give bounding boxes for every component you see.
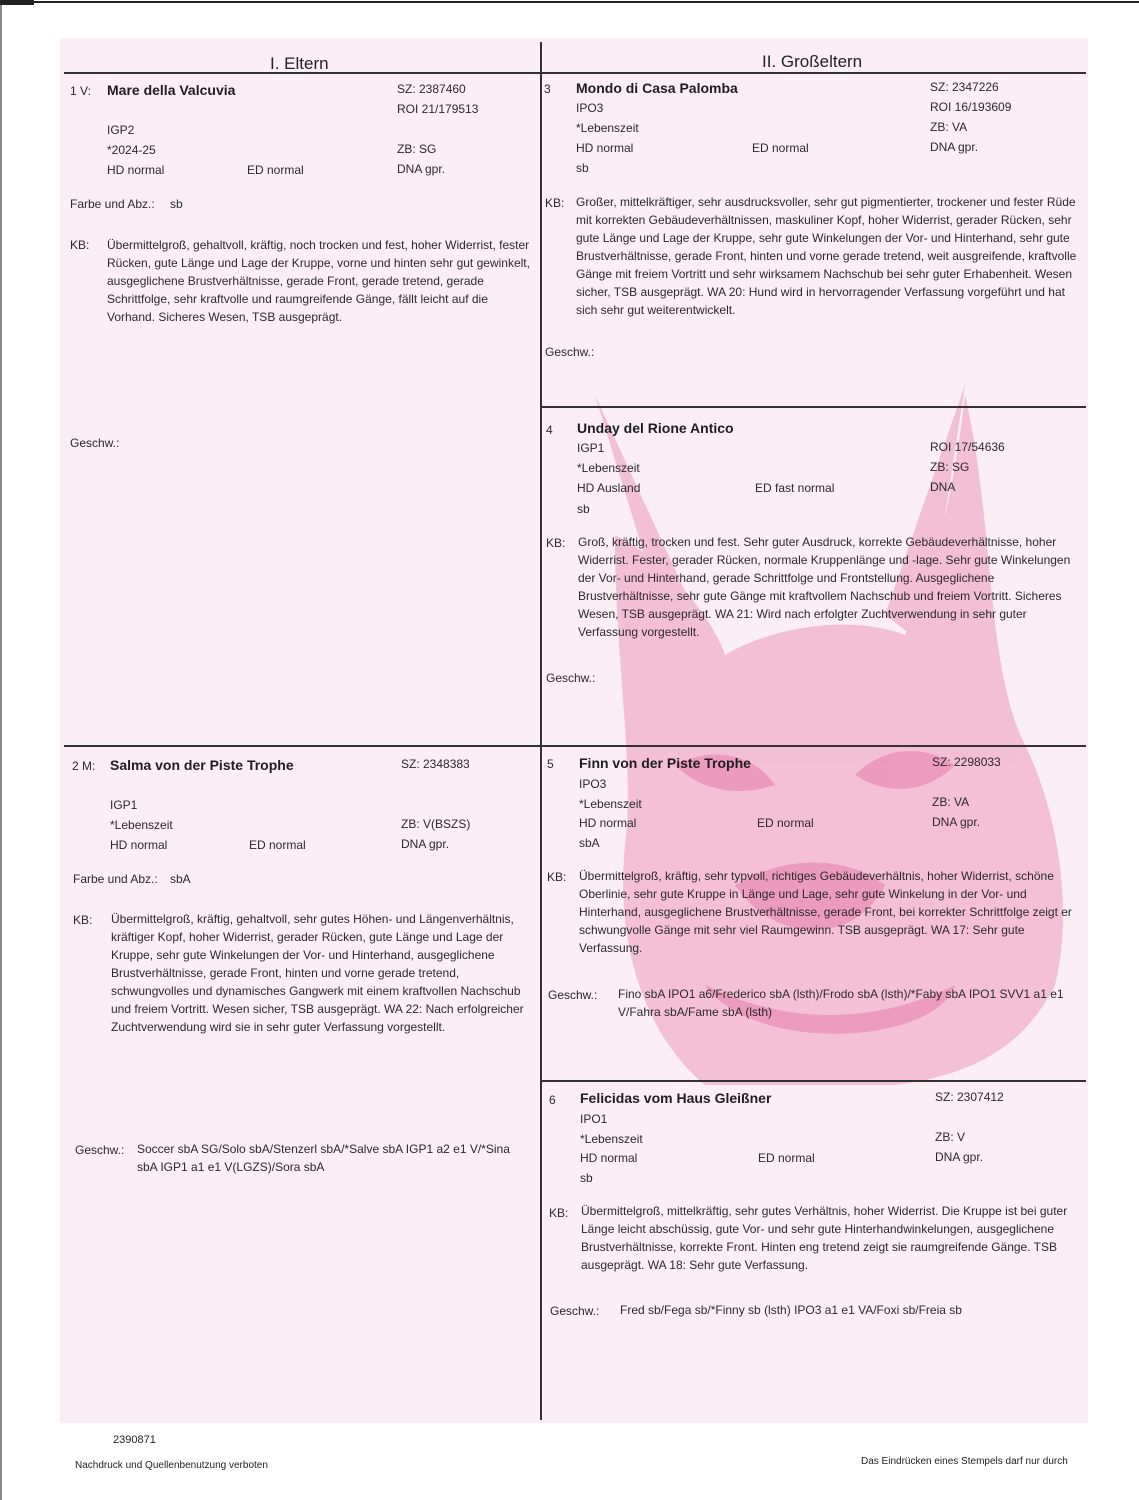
kb-text: Übermittelgroß, kräftig, gehaltvoll, sehr gutes Höhen- und Längenverhältnis, kräftiger Kopf, hoher Widerrist, gerader Rücken, gute Länge und Lage der Kruppe, sehr gute Winkelungen der Vor- und Hinterhand, ausgeglichene Brustverhältnisse, gerade Front, hinten und vorne gerade tretend, schwungvolles und dynamisches Gangwerk mit einem kraftvollen Nachschub und freiem Vortritt. Wesen sicher, TSB ausgeprägt. WA 22: Nach erfolgreicher Zuchtverwendung wird sie in sehr guter Verfassung vorgestellt.: [111, 912, 524, 1034]
dog-name: Finn von der Piste Trophe: [579, 755, 751, 771]
lifetime: *Lebenszeit: [576, 121, 639, 135]
geschw-label: Geschw.:: [545, 345, 595, 359]
sz-number: SZ: 2387460: [397, 82, 466, 96]
sz-number: SZ: 2298033: [932, 755, 1001, 769]
dna-status: DNA gpr.: [935, 1150, 984, 1164]
kb-text: Übermittelgroß, gehaltvoll, kräftig, noch trocken und fest, hoher Widerrist, fester Rücken, gute Länge und Lage der Kruppe, vorne und hinten sehr gut gewinkelt, ausgeglichene Brustverhältnisse, gerade Front, gerade tretend, gerade Schrittfolge, sehr kraftvolle und raumgreifende Gänge, fällt leicht auf die Vorhand. Sicheres Wesen, TSB ausgeprägt.: [107, 238, 530, 324]
kb-label: KB:: [549, 1206, 569, 1220]
footer-left-note: Nachdruck und Quellenbenutzung verboten: [75, 1460, 268, 1471]
lifetime: *Lebenszeit: [577, 461, 640, 475]
zb-rating: ZB: V(BSZS): [401, 817, 471, 831]
dog-name: Mondo di Casa Palomba: [576, 80, 738, 96]
lifetime: *Lebenszeit: [110, 818, 173, 832]
ed-status: ED fast normal: [755, 481, 835, 495]
dog-name: Mare della Valcuvia: [107, 82, 236, 98]
divider-sire-dam: [64, 745, 1086, 747]
geschw-label: Geschw.:: [548, 988, 598, 1002]
kb-text: Übermittelgroß, mittelkräftig, sehr gutes Verhältnis, hoher Widerrist. Die Kruppe ist bei guter Länge leicht abschüssig, gute Vor- und sehr gute Hinterhandwinkelungen, ausgeglichene Brustverhältnisse, korrekte Front. Hinten eng tretend zeigt sie raumgreifende Gänge. TSB ausgeprägt. WA 18: Sehr gute Verfassung.: [581, 1204, 1068, 1272]
entry-number: 1 V:: [70, 84, 91, 98]
entry-number: 4: [546, 423, 553, 437]
geschw-label: Geschw.:: [75, 1143, 125, 1157]
kb-text: Großer, mittelkräftiger, sehr ausdrucksvoller, sehr gut pigmentierter, trockener und fester Rüde mit korrekten Gebäudeverhältnissen, maskuliner Kopf, hoher Widerrist, gerader Rücken, sehr gute Länge und Lage der Kruppe, sehr gute Winkelungen der Vor- und Hinterhand, sehr gute Brustverhältnisse, gerade Front, hinten und vorne gerade tretend, weit ausgreifende, kraftvolle Gänge mit freiem Vortritt und sehr wirksamem Nachschub bei sehr guter Erhabenheit. Wesen sicher, TSB ausgeprägt. WA 20: Hund wird in hervorragender Verfassung vorgeführt und hat sich sehr gut weiterentwickelt.: [576, 195, 1077, 317]
zb-rating: ZB: VA: [930, 120, 968, 134]
entry-number: 3: [544, 82, 551, 96]
zb-rating: ZB: V: [935, 1130, 966, 1144]
title: IGP1: [577, 441, 605, 455]
page-left-edge: [0, 0, 2, 1500]
entry-number: 6: [549, 1093, 556, 1107]
lifetime: *Lebenszeit: [579, 797, 642, 811]
dna-status: DNA gpr.: [397, 162, 446, 176]
dog-name: Salma von der Piste Trophe: [110, 757, 294, 773]
color-value: sb: [576, 161, 589, 175]
header-grandparents: II. Großeltern: [762, 52, 863, 71]
dna-status: DNA gpr.: [932, 815, 981, 829]
entry-number: 5: [547, 757, 554, 771]
ed-status: ED normal: [757, 816, 814, 830]
color-label: Farbe und Abz.:: [70, 197, 155, 211]
hd-status: HD normal: [579, 816, 637, 830]
kb-label: KB:: [70, 238, 90, 252]
ed-status: ED normal: [758, 1151, 815, 1165]
hd-status: HD Ausland: [577, 481, 641, 495]
lifetime: *Lebenszeit: [580, 1132, 643, 1146]
entry-number: 2 M:: [72, 759, 96, 773]
siblings-text: Fred sb/Fega sb/*Finny sb (lsth) IPO3 a1 e1 VA/Foxi sb/Freia sb: [620, 1303, 962, 1317]
hd-status: HD normal: [580, 1151, 638, 1165]
top-border: [0, 1, 1139, 3]
sz-number: SZ: 2347226: [930, 80, 999, 94]
sz-number: SZ: 2307412: [935, 1090, 1004, 1104]
geschw-label: Geschw.:: [546, 671, 596, 685]
title: IGP2: [107, 123, 135, 137]
document-number: 2390871: [113, 1434, 156, 1446]
breeding-period: *2024-25: [107, 143, 156, 157]
geschw-label: Geschw.:: [550, 1304, 600, 1318]
kb-label: KB:: [546, 536, 566, 550]
dna-status: DNA gpr.: [930, 140, 979, 154]
zb-rating: ZB: VA: [932, 795, 970, 809]
siblings-text: Fino sbA IPO1 a6/Frederico sbA (lsth)/Frodo sbA (lsth)/*Faby sbA IPO1 SVV1 a1 e1 V/Fahra sbA/Fame sbA (lsth): [618, 987, 1064, 1019]
siblings-text: Soccer sbA SG/Solo sbA/Stenzerl sbA/*Salve sbA IGP1 a2 e1 V/*Sina sbA IGP1 a1 e1 V(LGZS)/Sora sbA: [137, 1142, 510, 1174]
divider-5-6: [541, 1080, 1086, 1082]
color-value: sbA: [579, 836, 600, 850]
kb-label: KB:: [545, 196, 565, 210]
kb-text: Übermittelgroß, kräftig, sehr typvoll, richtiges Gebäudeverhältnis, hoher Widerrist, schöne Oberlinie, sehr gute Kruppe in Länge und Lage, sehr gute Winkelung in der Vor- und Hinterhand, ausgeglichene Brustverhältnisse, gerade Front, bei korrekter Schrittfolge zeigt er schwungvolle Gänge mit sehr viel Raumgewinn. TSB ausgeprägt. WA 17: Sehr gute Verfassung.: [579, 869, 1072, 955]
kb-label: KB:: [547, 870, 567, 884]
title: IGP1: [110, 798, 138, 812]
roi-number: ROI 16/193609: [930, 100, 1012, 114]
hd-status: HD normal: [110, 838, 168, 852]
kb-text: Groß, kräftig, trocken und fest. Sehr guter Ausdruck, korrekte Gebäudeverhältnisse, hoher Widerrist. Fester, gerader Rücken, normale Kruppenlänge und -lage. Sehr gute Winkelungen der Vor- und Hinterhand, gerade Schrittfolge und Frontstellung. Ausgeglichene Brustverhältnisse, sehr gute Gänge mit kraftvollem Nachschub und freiem Vortritt. Sicheres Wesen, TSB ausgeprägt. WA 21: Wird nach erfolgter Zuchtverwendung in sehr guter Verfassung vorgestellt.: [578, 535, 1071, 639]
geschw-label: Geschw.:: [70, 436, 120, 450]
zb-rating: ZB: SG: [397, 142, 437, 156]
roi-number: ROI 17/54636: [930, 440, 1005, 454]
ed-status: ED normal: [752, 141, 809, 155]
color-value: sb: [170, 197, 183, 211]
hd-status: HD normal: [576, 141, 634, 155]
title: IPO1: [580, 1112, 608, 1126]
dna-status: DNA gpr.: [401, 837, 450, 851]
title: IPO3: [576, 101, 604, 115]
kb-label: KB:: [73, 913, 93, 927]
column-divider: [540, 42, 542, 1420]
header-parents: I. Eltern: [270, 54, 329, 73]
dog-name: Unday del Rione Antico: [577, 420, 734, 436]
divider-3-4: [541, 406, 1086, 408]
dna-status: DNA: [930, 480, 956, 494]
roi-number: ROI 21/179513: [397, 102, 479, 116]
dog-name: Felicidas vom Haus Gleißner: [580, 1090, 772, 1106]
top-corner-mark: [0, 0, 34, 5]
color-label: Farbe und Abz.:: [73, 872, 158, 886]
ed-status: ED normal: [249, 838, 306, 852]
color-value: sb: [580, 1171, 593, 1185]
hd-status: HD normal: [107, 163, 165, 177]
color-value: sb: [577, 502, 590, 516]
color-value: sbA: [170, 872, 191, 886]
sz-number: SZ: 2348383: [401, 757, 470, 771]
title: IPO3: [579, 777, 607, 791]
header-rule: [64, 72, 1086, 74]
zb-rating: ZB: SG: [930, 460, 970, 474]
footer-right-note: Das Eindrücken eines Stempels darf nur durch: [861, 1456, 1068, 1467]
ed-status: ED normal: [247, 163, 304, 177]
